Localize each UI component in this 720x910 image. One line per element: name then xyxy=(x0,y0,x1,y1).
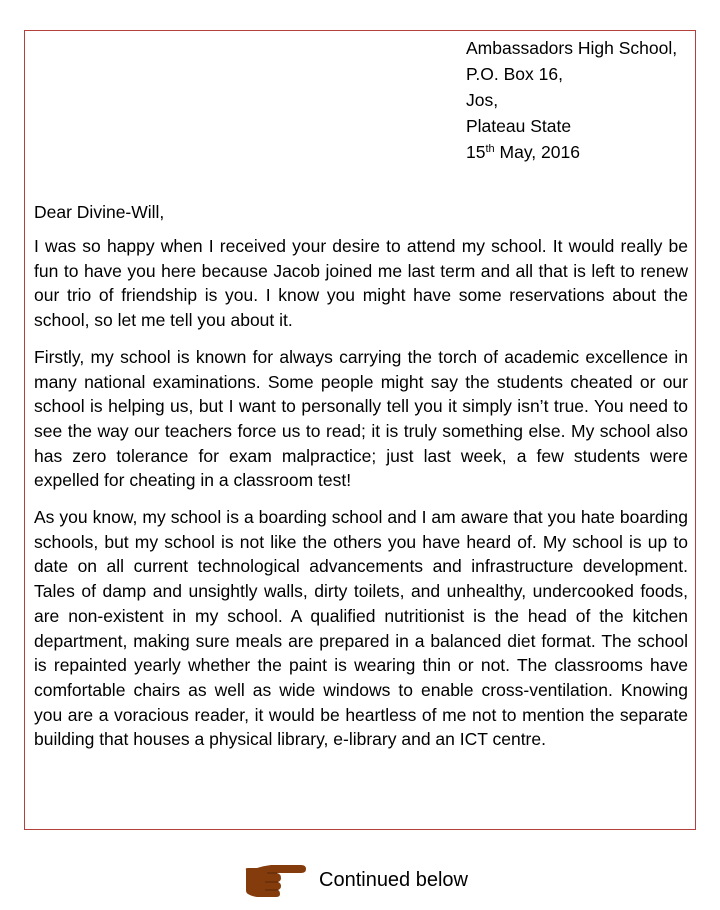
letter-date xyxy=(466,139,677,165)
continued-label: Continued below xyxy=(319,868,468,891)
date-suffix: th xyxy=(485,143,495,155)
letter-body xyxy=(34,234,688,764)
paragraph-intro: I was so happy when I received your desire to attend my school. It would really be fun to have you here because Jacob joined me last term and all that is left to renew our trio of friendship is you. I know you might have some reservations about the school, so let me tell you about it. xyxy=(34,236,688,331)
address-line-city: Jos, xyxy=(466,90,499,110)
paragraph-academics: Firstly, my school is known for always carrying the torch of academic excellence in many national examinations. Some people might say the students cheated or our school is helping us, but I want to personally tell you it simply isn’t true. You need to see the way our teachers force us to read; it is truly something else. My school also has zero tolerance for exam malpractice; just last week, a few students were expelled for cheating in a classroom test! xyxy=(34,346,688,491)
address-line-pobox: P.O. Box 16, xyxy=(466,64,563,84)
letter-frame xyxy=(24,30,696,830)
sender-address xyxy=(466,35,677,165)
pointing-hand-icon xyxy=(243,860,307,900)
date-month-year: May, 2016 xyxy=(494,142,580,162)
paragraph-boarding: As you know, my school is a boarding school and I am aware that you hate boarding schools, but my school is not like the others you have heard of. My school is up to date on all current technological advancements and infrastructure development. Tales of damp and unsightly walls, dirty toilets, and unhealthy, undercooked foods, are non-existent in my school. A qualified nutritionist is the head of the kitchen department, making sure meals are prepared in a balanced diet format. The school is repainted yearly whether the paint is wearing thin or not. The classrooms have comfortable chairs as well as wide windows to enable cross-ventilation. Knowing you are a voracious reader, it would be heartless of me not to mention the separate building that houses a physical library, e-library and an ICT centre. xyxy=(34,507,688,750)
salutation: Dear Divine-Will, xyxy=(34,202,165,222)
date-day: 15 xyxy=(466,142,486,162)
continuation-note xyxy=(243,858,468,902)
address-line-state: Plateau State xyxy=(466,116,572,136)
address-line-school: Ambassadors High School, xyxy=(466,38,678,58)
